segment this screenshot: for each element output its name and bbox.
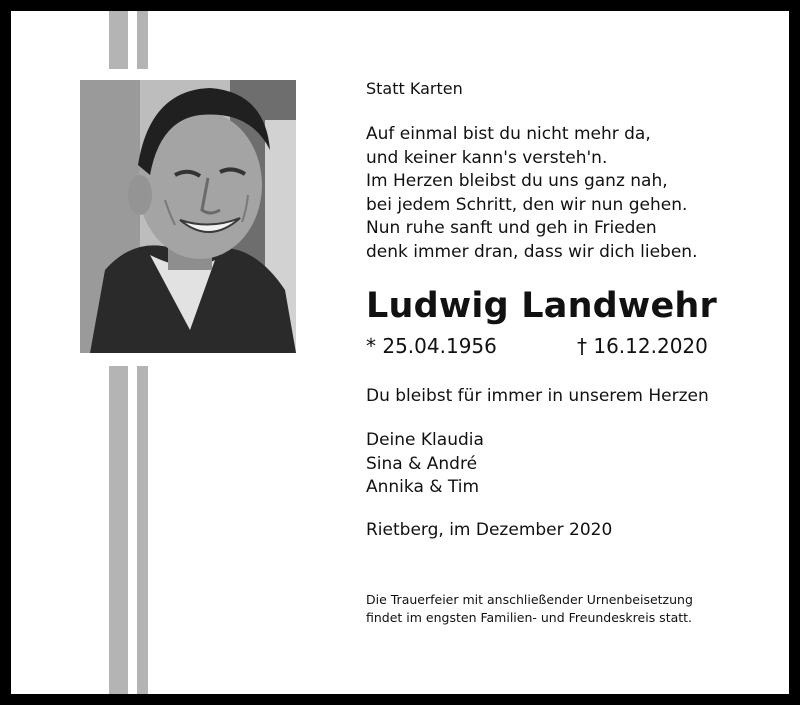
birth-date: * 25.04.1956 <box>366 334 497 358</box>
decorative-stripe <box>109 11 128 69</box>
decorative-stripe <box>109 366 128 696</box>
portrait-illustration <box>80 80 296 353</box>
decorative-stripe <box>137 11 148 69</box>
place-date: Rietberg, im Dezember 2020 <box>366 520 613 540</box>
decorative-stripe <box>137 366 148 696</box>
mourner-name: Deine Klaudia <box>366 430 484 450</box>
death-date: † 16.12.2020 <box>577 334 708 358</box>
poem-line: Nun ruhe sanft und geh in Frieden <box>366 218 657 238</box>
statt-karten-label: Statt Karten <box>366 79 463 98</box>
poem-line: Im Herzen bleibst du uns ganz nah, <box>366 171 668 191</box>
poem-line: Auf einmal bist du nicht mehr da, <box>366 124 651 144</box>
portrait-photo <box>80 80 296 353</box>
poem-line: und keiner kann's versteh'n. <box>366 147 608 168</box>
funeral-note-line: findet im engsten Familien- und Freundeskreis statt. <box>366 610 693 625</box>
poem-line: bei jedem Schritt, den wir nun gehen. <box>366 194 688 215</box>
mourner-name: Annika & Tim <box>366 477 480 497</box>
dedication-text: Du bleibst für immer in unserem Herzen <box>366 386 709 406</box>
funeral-note-line: Die Trauerfeier mit anschließender Urnenbeisetzung <box>366 592 693 607</box>
poem-line: denk immer dran, dass wir dich lieben. <box>366 241 698 262</box>
deceased-name: Ludwig Landwehr <box>366 286 717 326</box>
mourner-name: Sina & André <box>366 453 478 474</box>
